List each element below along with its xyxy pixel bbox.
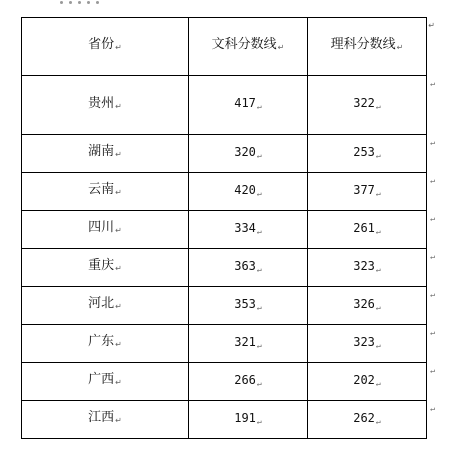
science-score-cell xyxy=(308,249,435,287)
row-end-mark-icon: ↵ xyxy=(430,176,435,185)
arts-score: 363 xyxy=(234,258,256,273)
province-cell xyxy=(22,325,189,363)
paragraph-mark-icon: ↵ xyxy=(396,43,404,52)
science-score-cell xyxy=(308,211,435,249)
score-table xyxy=(21,17,435,439)
paragraph-mark-icon: ↵ xyxy=(115,340,122,349)
province-name: 四川 xyxy=(88,220,115,235)
arts-score-cell xyxy=(189,287,308,325)
table-row xyxy=(22,249,427,287)
science-score-cell xyxy=(308,173,435,211)
arts-score-cell xyxy=(189,173,308,211)
table-row xyxy=(22,173,427,211)
paragraph-mark-icon: ↵ xyxy=(375,378,381,388)
arts-score: 334 xyxy=(234,220,256,235)
dot-icon xyxy=(60,1,63,4)
science-score: 262 xyxy=(353,410,375,425)
science-score: 326 xyxy=(353,296,375,311)
province-name: 云南 xyxy=(88,182,115,197)
paragraph-mark-icon: ↵ xyxy=(375,188,381,198)
province-name: 贵州 xyxy=(88,95,115,111)
table-row xyxy=(22,287,427,325)
row-end-mark-icon: ↵ xyxy=(430,138,435,147)
table-row xyxy=(22,76,427,135)
arts-score: 191 xyxy=(234,410,256,425)
header-cell-arts xyxy=(189,18,308,76)
arts-score-cell xyxy=(189,135,308,173)
table-row xyxy=(22,363,427,401)
arts-score-cell xyxy=(189,401,308,439)
province-name: 广东 xyxy=(88,334,115,349)
province-cell xyxy=(22,363,189,401)
province-name: 河北 xyxy=(88,296,115,311)
arts-score: 420 xyxy=(234,182,256,197)
paragraph-mark-icon: ↵ xyxy=(375,226,381,236)
paragraph-mark-icon: ↵ xyxy=(256,264,262,274)
paragraph-mark-icon: ↵ xyxy=(277,43,285,52)
paragraph-mark-icon: ↵ xyxy=(115,264,122,273)
paragraph-mark-icon: ↵ xyxy=(115,378,122,387)
table-row xyxy=(22,325,427,363)
paragraph-mark-icon: ↵ xyxy=(375,102,381,111)
row-end-mark-icon: ↵ xyxy=(430,328,435,337)
paragraph-mark-icon: ↵ xyxy=(115,150,122,159)
paragraph-mark-icon: ↵ xyxy=(115,188,122,197)
science-score: 202 xyxy=(353,372,375,387)
science-score: 377 xyxy=(353,182,375,197)
province-cell xyxy=(22,211,189,249)
paragraph-mark-icon: ↵ xyxy=(115,302,122,311)
paragraph-mark-icon: ↵ xyxy=(256,150,262,160)
dot-icon xyxy=(78,1,81,4)
science-score: 261 xyxy=(353,220,375,235)
arts-score-cell xyxy=(189,325,308,363)
row-end-mark-icon: ↵ xyxy=(430,79,435,88)
header-row xyxy=(22,18,427,76)
science-score-cell xyxy=(308,363,435,401)
paragraph-mark-icon: ↵ xyxy=(375,264,381,274)
paragraph-mark-icon: ↵ xyxy=(375,302,381,312)
arts-score: 320 xyxy=(234,144,256,159)
dot-icon xyxy=(96,1,99,4)
arts-score-cell xyxy=(189,76,308,135)
header-arts-label: 文科分数线 xyxy=(211,37,277,52)
paragraph-mark-icon: ↵ xyxy=(115,226,122,235)
paragraph-mark-icon: ↵ xyxy=(256,340,262,350)
paragraph-mark-icon: ↵ xyxy=(256,226,262,236)
province-cell xyxy=(22,135,189,173)
table-row xyxy=(22,211,427,249)
header-province-label: 省份 xyxy=(88,37,115,52)
science-score: 323 xyxy=(353,334,375,349)
arts-score: 321 xyxy=(234,334,256,349)
dot-icon xyxy=(69,1,72,4)
row-end-mark-icon: ↵ xyxy=(430,252,435,261)
row-end-mark-icon: ↵ xyxy=(428,21,435,30)
province-cell xyxy=(22,173,189,211)
science-score-cell xyxy=(308,135,435,173)
arts-score: 417 xyxy=(234,96,256,110)
row-end-mark-icon: ↵ xyxy=(430,404,435,413)
dot-icon xyxy=(87,1,90,4)
paragraph-mark-icon: ↵ xyxy=(256,416,262,426)
row-end-mark-icon: ↵ xyxy=(430,214,435,223)
paragraph-mark-icon: ↵ xyxy=(375,340,381,350)
paragraph-mark-icon: ↵ xyxy=(256,102,262,111)
row-end-mark-icon: ↵ xyxy=(430,290,435,299)
paragraph-mark-icon: ↵ xyxy=(256,302,262,312)
drag-handle-dots xyxy=(60,1,99,4)
science-score-cell xyxy=(308,76,435,135)
paragraph-mark-icon: ↵ xyxy=(256,378,262,388)
science-score-cell xyxy=(308,325,435,363)
arts-score-cell xyxy=(189,249,308,287)
science-score-cell xyxy=(308,401,435,439)
paragraph-mark-icon: ↵ xyxy=(375,150,381,160)
header-cell-science xyxy=(308,18,435,76)
science-score: 323 xyxy=(353,258,375,273)
science-score: 322 xyxy=(353,96,375,110)
province-cell xyxy=(22,76,189,135)
paragraph-mark-icon: ↵ xyxy=(115,43,122,52)
province-name: 湖南 xyxy=(88,144,115,159)
paragraph-mark-icon: ↵ xyxy=(115,416,122,425)
header-cell-province xyxy=(22,18,189,76)
arts-score-cell xyxy=(189,211,308,249)
science-score: 253 xyxy=(353,144,375,159)
province-name: 重庆 xyxy=(88,258,115,273)
science-score-cell xyxy=(308,287,435,325)
province-cell xyxy=(22,287,189,325)
row-end-mark-icon: ↵ xyxy=(430,366,435,375)
table-row xyxy=(22,135,427,173)
table-row xyxy=(22,401,427,439)
header-science-label: 理科分数线 xyxy=(330,37,396,52)
arts-score-cell xyxy=(189,363,308,401)
province-cell xyxy=(22,401,189,439)
province-cell xyxy=(22,249,189,287)
arts-score: 266 xyxy=(234,372,256,387)
province-name: 广西 xyxy=(88,372,115,387)
arts-score: 353 xyxy=(234,296,256,311)
paragraph-mark-icon: ↵ xyxy=(115,101,122,111)
paragraph-mark-icon: ↵ xyxy=(375,416,381,426)
paragraph-mark-icon: ↵ xyxy=(256,188,262,198)
province-name: 江西 xyxy=(88,410,115,425)
